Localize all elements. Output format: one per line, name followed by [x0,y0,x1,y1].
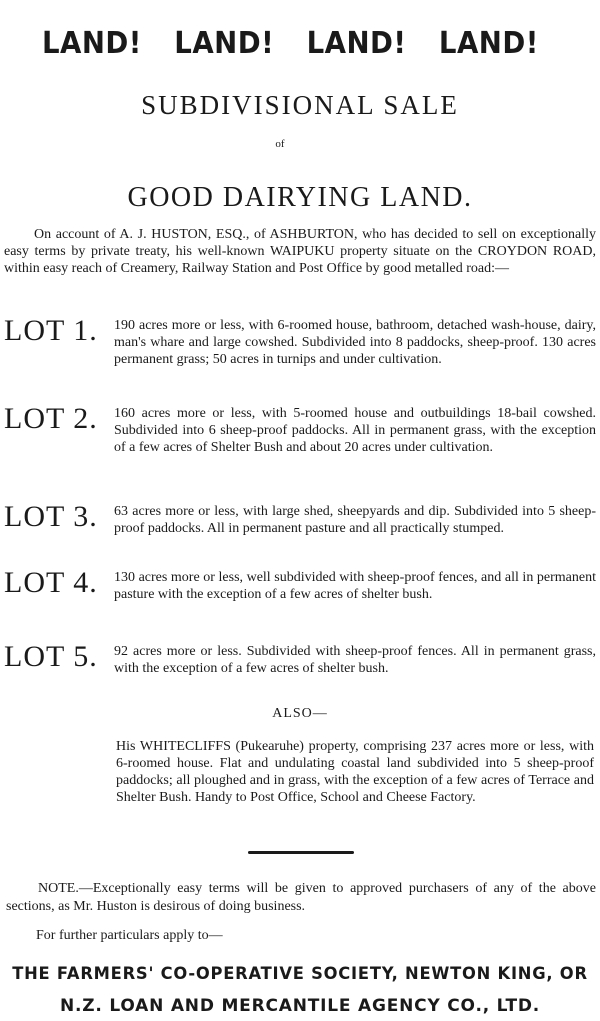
lot-description: 190 acres more or less, with 6-roomed house, bathroom, detached wash-house, dairy, man's whare and large cowshed. Subdivided into 8 paddocks, sheep-proof. 130 acres permanent grass; 50 acres in turnips and under cultivation. [114,318,596,367]
also-heading: ALSO— [272,706,328,721]
land-word: LAND! [42,26,142,61]
agents-block [0,962,600,1018]
apply-line: For further particulars apply to— [36,928,223,943]
lot-description: 130 acres more or less, well subdivided with sheep-proof fences, and all in permanent pasture with the exception of a few acres of shelter bush. [114,570,596,602]
lot-3 [4,502,596,537]
lot-label: LOT 5. [4,640,98,673]
lot-5 [4,642,596,677]
lot-4 [4,568,596,603]
lot-description: 160 acres more or less, with 5-roomed house and outbuildings 18-bail cowshed. Subdivided into 6 sheep-proof paddocks. All in permanent grass, with the exception of a few acres of Shelter Bush and about 20 acres under cultivation. [114,406,596,455]
lot-description: 63 acres more or less, with large shed, sheepyards and dip. Subdivided into 5 sheep-proof paddocks. All in permanent pasture and all practically stumped. [114,504,596,536]
land-headline [42,26,539,61]
lot-label: LOT 1. [4,314,98,347]
land-word: LAND! [174,26,275,61]
lot-label: LOT 4. [4,566,98,599]
of-word: of [275,138,285,150]
note-text: NOTE.—Exceptionally easy terms will be given to approved purchasers of any of the above sections, as Mr. Huston is desirous of doing business. [6,881,596,914]
note-paragraph [6,880,596,916]
lot-2 [4,404,596,456]
lot-description: 92 acres more or less. Subdivided with sheep-proof fences. All in permanent grass, with the exception of a few acres of shelter bush. [114,644,596,676]
lot-label: LOT 3. [4,500,98,533]
subject-title: GOOD DAIRYING LAND. [127,182,473,213]
lot-label: LOT 2. [4,402,98,435]
intro-text: On account of A. J. HUSTON, ESQ., of ASHBURTON, who has decided to sell on exceptionally easy terms by private treaty, his well-known WAIPUKU property situate on the CROYDON ROAD, within easy reach of Creamery, Railway Station and Post Office by good metalled road:— [4,227,596,276]
agents-line-1: THE FARMERS' CO-OPERATIVE SOCIETY, NEWTON KING, OR [12,964,588,984]
sale-title: SUBDIVISIONAL SALE [141,90,459,120]
whitecliffs-paragraph: His WHITECLIFFS (Pukearuhe) property, comprising 237 acres more or less, with 6-roomed house. Flat and undulating coastal land subdivided into 5 sheep-proof paddocks; all ploughed and in grass, with the exception of a few acres of Terrace and Shelter Bush. Handy to Post Office, School and Cheese Factory. [116,739,594,805]
agents-line-2: N.Z. LOAN AND MERCANTILE AGENCY CO., LTD. [59,996,541,1016]
intro-paragraph [4,226,596,277]
land-word: LAND! [306,26,407,61]
lot-1 [4,316,596,368]
land-word: LAND! [438,26,539,61]
divider-rule [248,851,354,854]
